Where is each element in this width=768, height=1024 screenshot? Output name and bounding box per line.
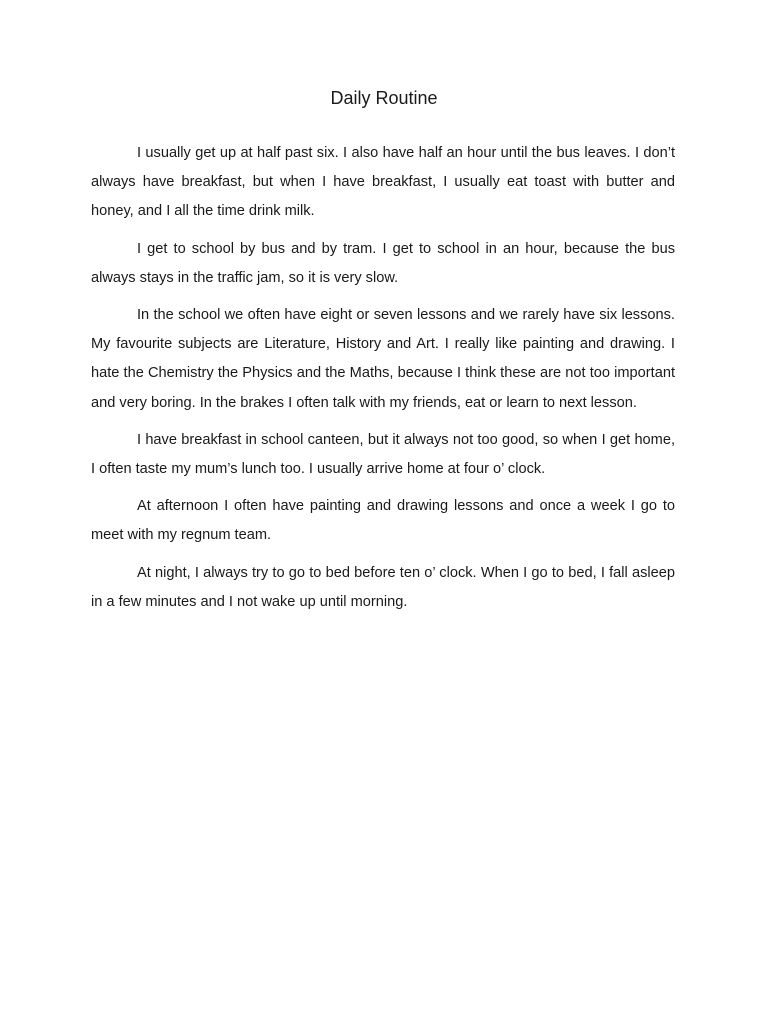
paragraph-school: In the school we often have eight or seven lessons and we rarely have six lessons. My favourite subjects are Literature, History and Art. I really like painting and drawing. I hate the Chemistry the Physics and the Maths, because I think these are not too important and very boring. In the brakes I often talk with my friends, eat or learn to next lesson. (91, 307, 675, 411)
paragraph-night: At night, I always try to go to bed before ten o’ clock. When I go to bed, I fall asleep in a few minutes and I not wake up until morning. (91, 564, 675, 610)
paragraph-commute: I get to school by bus and by tram. I get to school in an hour, because the bus always stays in the traffic jam, so it is very slow. (91, 240, 675, 286)
paragraph-canteen: I have breakfast in school canteen, but it always not too good, so when I get home, I often taste my mum’s lunch too. I usually arrive home at four o’ clock. (91, 431, 675, 478)
document-title: Daily Routine (330, 88, 438, 108)
paragraph-wake-up: I usually get up at half past six. I also have half an hour until the bus leaves. I don’t always have breakfast, but when I have breakfast, I usually eat toast with butter and honey, and I all the time drink milk. (91, 145, 675, 220)
document-body (91, 139, 675, 625)
paragraph-afternoon: At afternoon I often have painting and drawing lessons and once a week I go to meet with my regnum team. (91, 498, 675, 544)
